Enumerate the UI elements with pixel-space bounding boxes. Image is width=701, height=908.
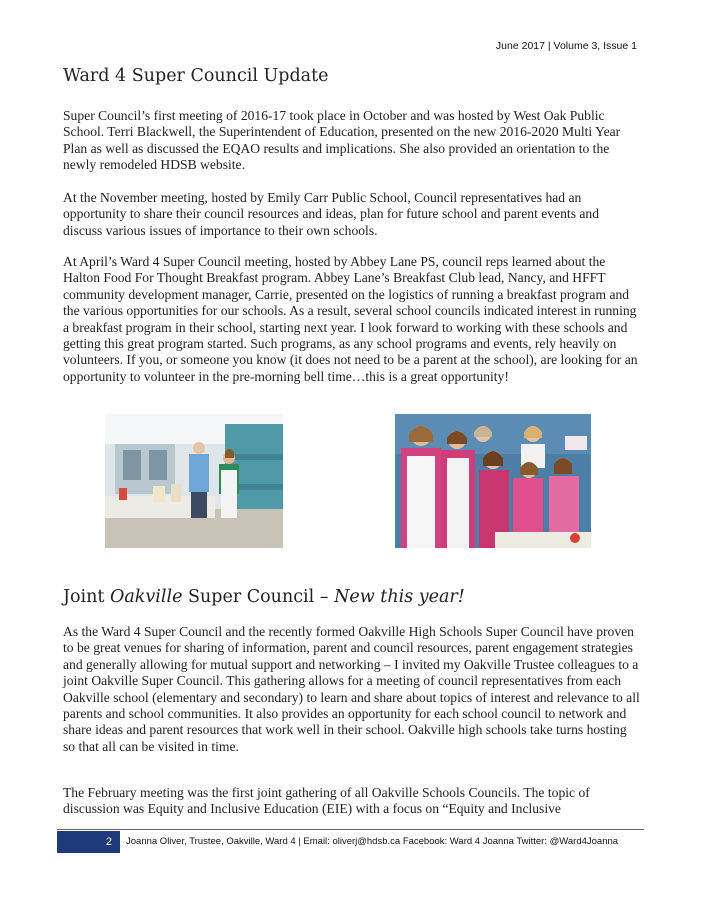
paragraph-november-meeting: At the November meeting, hosted by Emily Carr Public School, Council representatives had an opportunity to share their council resources and ideas, plan for future school and parent events and discuss various issues of importance to their own schools. bbox=[63, 190, 600, 238]
footer-contact: Joanna Oliver, Trustee, Oakville, Ward 4 | Email: oliverj@hdsb.ca Facebook: Ward 4 Joanna Twitter: @Ward4Joanna bbox=[126, 836, 619, 847]
title-text-oakville: Oakville bbox=[110, 587, 183, 607]
title-text-super-council: Super Council – bbox=[182, 587, 335, 607]
title-text-new-this-year: New this year! bbox=[334, 587, 465, 607]
section-title-joint-oakville bbox=[63, 587, 465, 607]
photo-breakfast-presenters bbox=[105, 414, 283, 548]
photo-breakfast-volunteers bbox=[395, 414, 591, 548]
issue-header: June 2017 | Volume 3, Issue 1 bbox=[495, 40, 637, 52]
section-title-ward4: Ward 4 Super Council Update bbox=[63, 66, 329, 86]
paragraph-joint-council-intro: As the Ward 4 Super Council and the recently formed Oakville High Schools Super Council have proven to be great venues for sharing of information, parent and council resources, parent engagement strategies and generally allowing for mutual support and networking – I invited my Oakville Trustee colleagues to a joint Oakville Super Council. This gathering allows for a meeting of council representatives from each Oakville school (elementary and secondary) to learn and share about topics of interest and relevance to all parents and school communities. It also provides an opportunity for each school council to network and share ideas and parent resources that work well in their school. Oakville high schools take turns hosting so that all can be visited in time. bbox=[63, 624, 640, 754]
photo-breakfast-volunteers-image bbox=[395, 414, 591, 548]
photo-breakfast-presenters-image bbox=[105, 414, 283, 548]
page-number: 2 bbox=[57, 831, 120, 853]
paragraph-february-meeting: The February meeting was the first joint gathering of all Oakville Schools Councils. The topic of discussion was Equity and Inclusive Education (EIE) with a focus on “Equity and Inclusive bbox=[63, 785, 590, 817]
paragraph-april-meeting: At April’s Ward 4 Super Council meeting, hosted by Abbey Lane PS, council reps learned about the Halton Food For Thought Breakfast program. Abbey Lane’s Breakfast Club lead, Nancy, and HFFT community development manager, Carrie, presented on the logistics of running a breakfast program and the various opportunities for our schools. As a result, several school councils indicated interest in running a breakfast program in their school, starting next year. I look forward to working with these schools and getting this great program started. Such programs, as any school programs and events, rely heavily on volunteers. If you, or someone you know (it does not need to be a parent at the school), are looking for an opportunity to volunteer in the pre-morning bell time…this is a great opportunity! bbox=[63, 254, 638, 384]
footer-divider bbox=[57, 829, 644, 830]
title-text-joint: Joint bbox=[63, 587, 111, 607]
paragraph-october-meeting: Super Council’s first meeting of 2016-17 took place in October and was hosted by West Oak Public School. Terri Blackwell, the Superintendent of Education, presented on the new 2016-2020 Multi Year Plan as well as discussed the EQAO results and implications. She also provided an orientation to the newly remodeled HDSB website. bbox=[63, 108, 621, 173]
